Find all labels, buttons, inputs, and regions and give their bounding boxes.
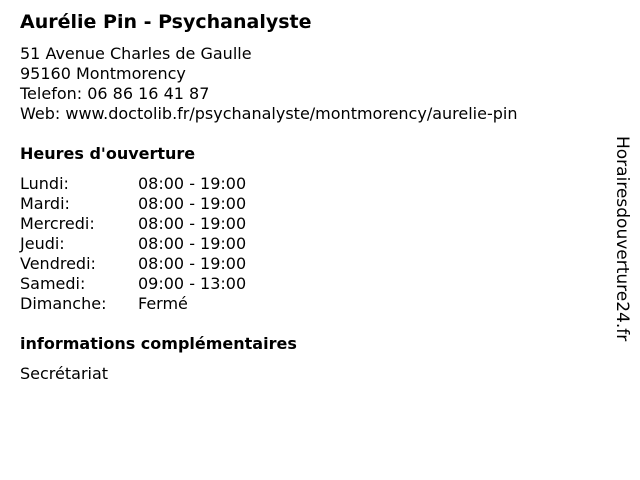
day-label: Dimanche:	[20, 294, 107, 313]
site-watermark: Horairesdouverture24.fr	[612, 136, 632, 342]
additional-info-heading: informations complémentaires	[20, 334, 297, 353]
time-range: 08:00 - 19:00	[138, 174, 247, 193]
day-label: Mercredi:	[20, 214, 95, 233]
time-range: 08:00 - 19:00	[138, 234, 247, 253]
time-range: 08:00 - 19:00	[138, 254, 247, 273]
time-range: 09:00 - 13:00	[138, 274, 247, 293]
time-range: 08:00 - 19:00	[138, 214, 247, 233]
opening-hours-heading: Heures d'ouverture	[20, 144, 196, 163]
city-postal-code: 95160 Montmorency	[20, 64, 186, 83]
day-label: Lundi:	[20, 174, 69, 193]
street-address: 51 Avenue Charles de Gaulle	[20, 44, 252, 63]
phone-number: Telefon: 06 86 16 41 87	[20, 84, 210, 103]
additional-info-text: Secrétariat	[20, 364, 109, 383]
business-title: Aurélie Pin - Psychanalyste	[20, 11, 312, 33]
time-range: Fermé	[138, 294, 188, 313]
website-url: Web: www.doctolib.fr/psychanalyste/montmorency/aurelie-pin	[20, 104, 518, 123]
time-range: 08:00 - 19:00	[138, 194, 247, 213]
day-label: Samedi:	[20, 274, 86, 293]
contact-block	[20, 44, 517, 124]
day-label: Vendredi:	[20, 254, 96, 273]
day-label: Mardi:	[20, 194, 70, 213]
day-label: Jeudi:	[20, 234, 65, 253]
